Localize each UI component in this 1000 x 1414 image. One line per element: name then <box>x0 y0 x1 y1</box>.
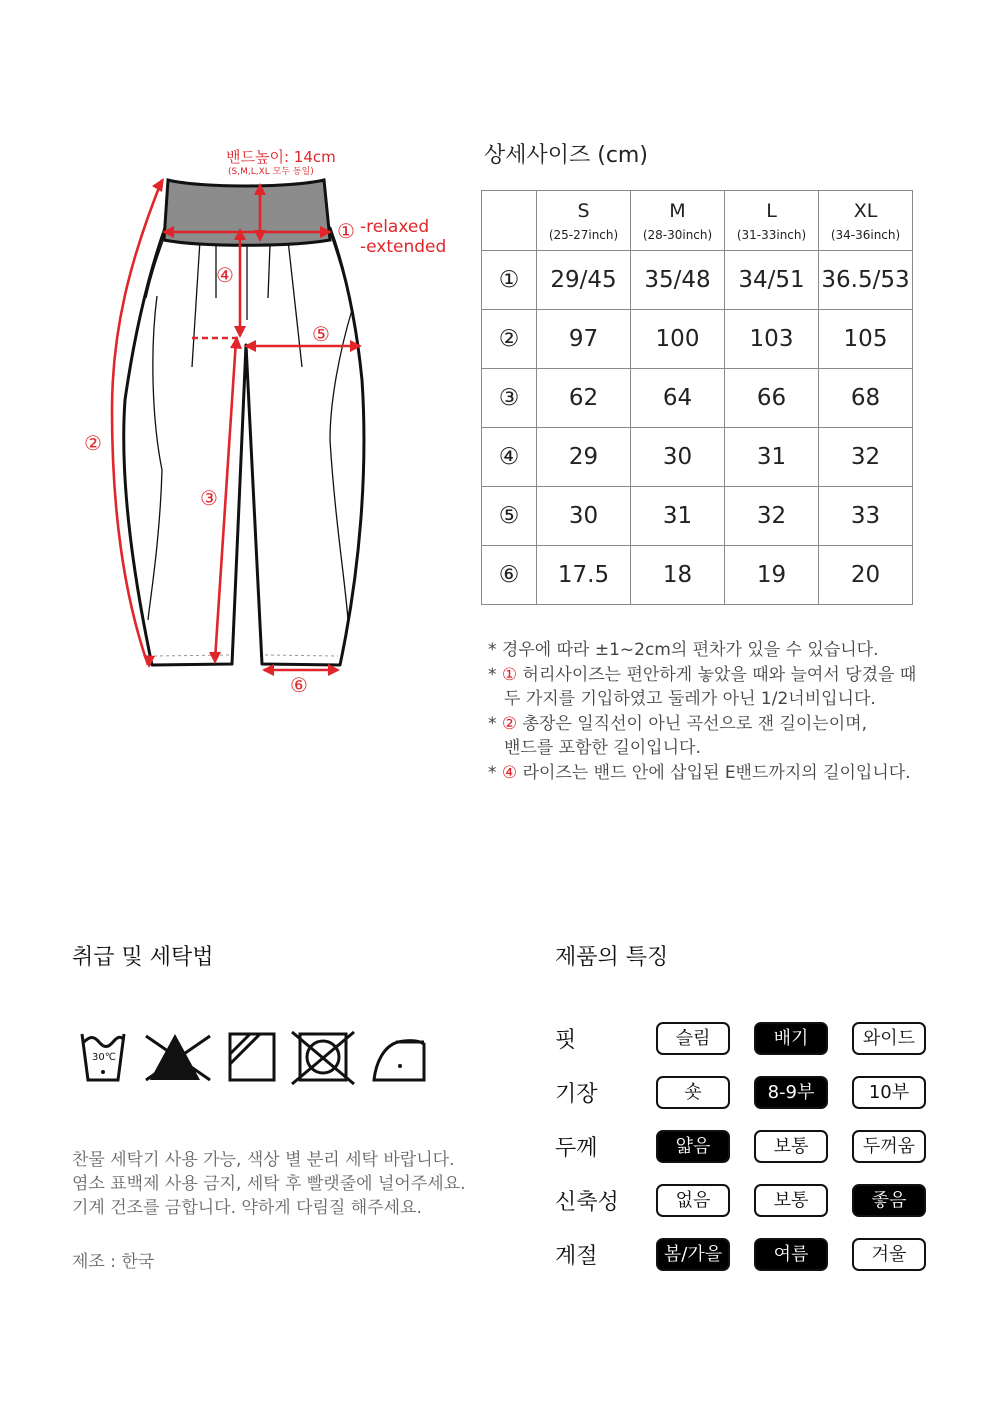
note-length: * ② 총장은 일직선이 아닌 곡선으로 잰 길이는이며, <box>488 713 868 734</box>
table-cell: 64 <box>631 369 725 428</box>
row-marker: ⑤ <box>482 487 537 546</box>
feature-option: 숏 <box>656 1076 730 1109</box>
feature-option: 10부 <box>852 1076 926 1109</box>
table-row <box>482 310 913 369</box>
table-cell: 18 <box>631 546 725 605</box>
care-title: 취급 및 세탁법 <box>72 945 214 970</box>
table-row <box>482 251 913 310</box>
features-title: 제품의 특징 <box>555 945 669 970</box>
feature-option: 두꺼움 <box>852 1130 926 1163</box>
table-cell: 32 <box>725 487 819 546</box>
band-height-sublabel: (S,M,L,XL 모두 동일) <box>228 167 314 177</box>
length-marker: ② <box>84 431 102 455</box>
size-header-s: S (25-27inch) <box>537 191 631 251</box>
care-line: 찬물 세탁기 사용 가능, 색상 별 분리 세탁 바랍니다. <box>72 1150 455 1170</box>
table-cell: 31 <box>725 428 819 487</box>
no-machine-dry-icon <box>292 1032 354 1084</box>
care-icons <box>78 1028 438 1088</box>
table-row <box>482 428 913 487</box>
feature-option: 와이드 <box>852 1022 926 1055</box>
inseam-marker: ③ <box>200 486 218 510</box>
waist-extended-label: -extended <box>360 237 447 257</box>
care-instructions <box>72 1148 466 1220</box>
feature-option: 슬림 <box>656 1022 730 1055</box>
waist-marker: ① <box>337 219 355 243</box>
feature-option: 없음 <box>656 1184 730 1217</box>
iron-low-icon <box>374 1041 424 1080</box>
note-rise: * ④ 라이즈는 밴드 안에 삽입된 E밴드까지의 길이입니다. <box>488 762 911 783</box>
thigh-marker: ⑤ <box>312 322 330 346</box>
feature-option-selected: 좋음 <box>852 1184 926 1217</box>
feature-option-selected: 봄/가을 <box>656 1238 730 1271</box>
no-bleach-icon <box>146 1034 210 1080</box>
table-cell: 20 <box>819 546 913 605</box>
pants-outline <box>124 225 364 665</box>
feature-option: 보통 <box>754 1130 828 1163</box>
made-in-label: 제조 : 한국 <box>72 1252 155 1272</box>
pants-measurement-diagram <box>0 0 470 710</box>
row-marker: ③ <box>482 369 537 428</box>
table-cell: 66 <box>725 369 819 428</box>
size-table-title: 상세사이즈 (cm) <box>484 143 648 168</box>
size-table <box>481 190 913 605</box>
table-cell: 97 <box>537 310 631 369</box>
feature-option-selected: 8-9부 <box>754 1076 828 1109</box>
note-length-cont: 밴드를 포함한 길이입니다. <box>504 738 701 758</box>
waist-relaxed-label: -relaxed <box>360 217 430 237</box>
feature-label-stretch: 신축성 <box>555 1190 619 1215</box>
feature-label-thickness: 두께 <box>555 1136 598 1161</box>
table-row <box>482 487 913 546</box>
feature-option-selected: 배기 <box>754 1022 828 1055</box>
row-marker: ① <box>482 251 537 310</box>
waistband <box>164 180 330 245</box>
size-header-xl: XL (34-36inch) <box>819 191 913 251</box>
table-cell: 30 <box>631 428 725 487</box>
table-cell: 68 <box>819 369 913 428</box>
table-cell: 103 <box>725 310 819 369</box>
note-waist: * ① 허리사이즈는 편안하게 놓았을 때와 늘여서 당겼을 때 <box>488 664 917 685</box>
table-cell: 17.5 <box>537 546 631 605</box>
feature-label-fit: 핏 <box>555 1028 577 1053</box>
table-cell: 33 <box>819 487 913 546</box>
table-cell: 32 <box>819 428 913 487</box>
row-marker: ④ <box>482 428 537 487</box>
table-row <box>482 546 913 605</box>
size-notes <box>488 638 916 785</box>
wash-temp-label: 30℃ <box>92 1052 116 1063</box>
table-cell: 105 <box>819 310 913 369</box>
table-cell: 30 <box>537 487 631 546</box>
feature-label-season: 계절 <box>555 1244 598 1269</box>
note-deviation: * 경우에 따라 ±1~2cm의 편차가 있을 수 있습니다. <box>488 640 879 660</box>
table-cell: 62 <box>537 369 631 428</box>
rise-marker: ④ <box>216 263 234 287</box>
size-table-corner <box>482 191 537 251</box>
table-cell: 36.5/53 <box>819 251 913 310</box>
table-cell: 34/51 <box>725 251 819 310</box>
care-line: 기계 건조를 금합니다. 약하게 다림질 해주세요. <box>72 1198 422 1218</box>
table-row <box>482 369 913 428</box>
size-header-l: L (31-33inch) <box>725 191 819 251</box>
table-cell: 35/48 <box>631 251 725 310</box>
table-cell: 19 <box>725 546 819 605</box>
hem-marker: ⑥ <box>290 673 308 697</box>
table-cell: 31 <box>631 487 725 546</box>
feature-label-length: 기장 <box>555 1082 598 1107</box>
table-cell: 29 <box>537 428 631 487</box>
table-cell: 100 <box>631 310 725 369</box>
feature-option: 보통 <box>754 1184 828 1217</box>
care-line: 염소 표백제 사용 금지, 세탁 후 빨랫줄에 널어주세요. <box>72 1174 466 1194</box>
size-table-header-row <box>482 191 913 251</box>
note-waist-cont: 두 가지를 기입하였고 둘레가 아닌 1/2너비입니다. <box>504 689 876 709</box>
table-cell: 29/45 <box>537 251 631 310</box>
row-marker: ⑥ <box>482 546 537 605</box>
tumble-dry-flat-icon <box>230 1034 274 1080</box>
feature-option-selected: 여름 <box>754 1238 828 1271</box>
size-header-m: M (28-30inch) <box>631 191 725 251</box>
feature-option-selected: 얇음 <box>656 1130 730 1163</box>
row-marker: ② <box>482 310 537 369</box>
band-height-label: 밴드높이: 14cm <box>226 148 336 166</box>
feature-option: 겨울 <box>852 1238 926 1271</box>
